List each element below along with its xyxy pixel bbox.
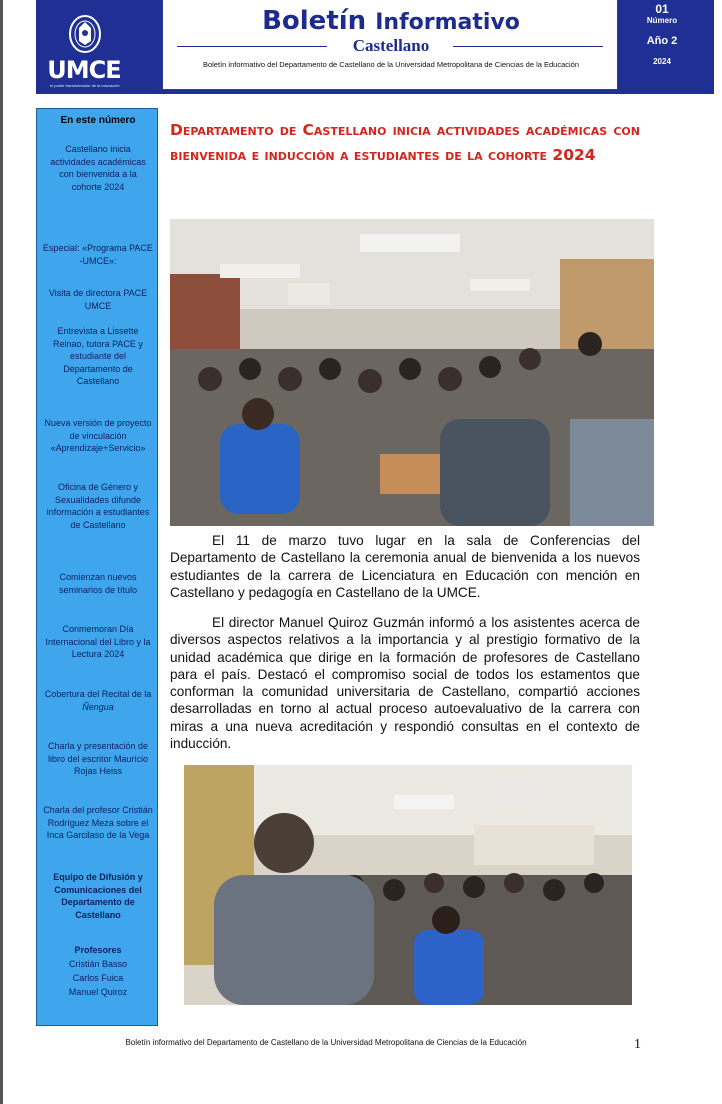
newsletter-title bbox=[163, 6, 619, 36]
issue-year: 2024 bbox=[653, 57, 671, 66]
footer-text: Boletín informativo del Departamento de Castellano de la Universidad Metropolitana de Ciencias de la Educación bbox=[125, 1038, 527, 1047]
title-rest: Informativo bbox=[375, 10, 520, 35]
sidebar-item-entrevista[interactable]: Entrevista a Lissette Reinao, tutora PACE y estudiante del Departamento de Castellano bbox=[53, 326, 143, 387]
umce-seal-icon bbox=[68, 14, 102, 54]
sidebar-item-seminarios[interactable]: Comienzan nuevos seminarios de título bbox=[58, 572, 138, 595]
professor-name: Carlos Fuica bbox=[72, 973, 124, 983]
sidebar-item-bienvenida[interactable]: Castellano inicia actividades académicas con bienvenida a la cohorte 2024 bbox=[50, 144, 146, 192]
recital-nengua: Ñengua bbox=[82, 701, 114, 712]
paragraph-1-text: El 11 de marzo tuvo lugar en la sala de Conferencias del Departamento de Castellano la ceremonia anual de bienvenida a los nuevos estudiantes de la carrera de Licenciatura en Educación con mención en Castellano y pedagogía en Castellano de la UMCE. bbox=[170, 533, 640, 600]
issue-number: 01 bbox=[655, 2, 669, 16]
newsletter-description: Boletín informativo del Departamento de Castellano de la Universidad Metropolitana de Ciencias de la Educación bbox=[202, 60, 580, 69]
header-banner bbox=[36, 0, 714, 94]
paragraph-2-text: El director Manuel Quiroz Guzmán informó a los asistentes acerca de diversos aspectos relativos a la importancia y al prestigio formativo de la unidad académica que dirige en la formación de profesores de Castellano para el país. Destacó el compromiso social de todos los estamentos que conforman la comunidad universitaria de Castellano, compartió acciones desarrolladas en torno al actual proceso autoevaluativo de la carrera con miras a una nueva acreditación y respondió consultas en el contexto de inducción. bbox=[170, 615, 640, 752]
recital-text: Cobertura del Recital de la bbox=[44, 689, 152, 699]
page-number: 1 bbox=[634, 1037, 641, 1052]
classroom-photo-image bbox=[170, 219, 654, 526]
professor-name: Manuel Quiroz bbox=[68, 987, 128, 997]
article-paragraph-1 bbox=[170, 532, 640, 601]
sidebar-professors-heading: Profesores bbox=[74, 945, 122, 955]
sidebar-heading: En este número bbox=[60, 115, 136, 126]
photo-director-speaking bbox=[184, 765, 632, 1005]
page-edge bbox=[0, 0, 3, 1104]
logo-text: UMCE bbox=[47, 56, 121, 84]
sidebar-item-genero[interactable]: Oficina de Género y Sexualidades difunde información a estudiantes de Castellano bbox=[46, 482, 150, 530]
umce-logo bbox=[36, 0, 132, 94]
issue-label: Número bbox=[646, 16, 678, 25]
sidebar-item-vinculacion[interactable]: Nueva versión de proyecto de vinculación «Aprendizaje+Servicio» bbox=[44, 418, 152, 454]
sidebar-item-visita-directora[interactable]: Visita de directora PACE UMCE bbox=[48, 288, 148, 311]
article-headline: Departamento de Castellano inicia actividades académicas con bienvenida e inducción a estudiantes de la cohorte 2024 bbox=[170, 121, 640, 164]
professor-name: Cristián Basso bbox=[68, 959, 128, 969]
title-bold: Boletín bbox=[262, 6, 367, 36]
sidebar-item-dia-libro[interactable]: Conmemoran Día Internacional del Libro y la Lectura 2024 bbox=[45, 624, 151, 660]
sidebar-item-recital[interactable] bbox=[43, 688, 153, 713]
sidebar-item-especial-pace[interactable]: Especial: «Programa PACE -UMCE»: bbox=[43, 243, 153, 266]
sidebar-contents bbox=[36, 108, 158, 1026]
sidebar-item-charla-rojas[interactable]: Charla y presentación de libro del escritor Mauricio Rojas Heiss bbox=[47, 741, 149, 777]
sidebar-team-heading: Equipo de Difusión y Comunicaciones del Departamento de Castellano bbox=[53, 872, 143, 920]
sidebar-item-charla-garcilaso[interactable]: Charla del profesor Cristián Rodríguez Meza sobre el Inca Garcilaso de la Vega bbox=[43, 805, 153, 841]
article-paragraph-2 bbox=[170, 614, 640, 752]
auditorium-photo-image bbox=[184, 765, 632, 1005]
newsletter-title-box bbox=[162, 0, 618, 90]
newsletter-subtitle: Castellano bbox=[352, 36, 430, 55]
photo-welcome-ceremony bbox=[170, 219, 654, 526]
logo-tagline: el poder transformador de la educación bbox=[50, 83, 120, 88]
issue-info bbox=[626, 2, 698, 66]
year-label: Año 2 bbox=[646, 35, 678, 47]
